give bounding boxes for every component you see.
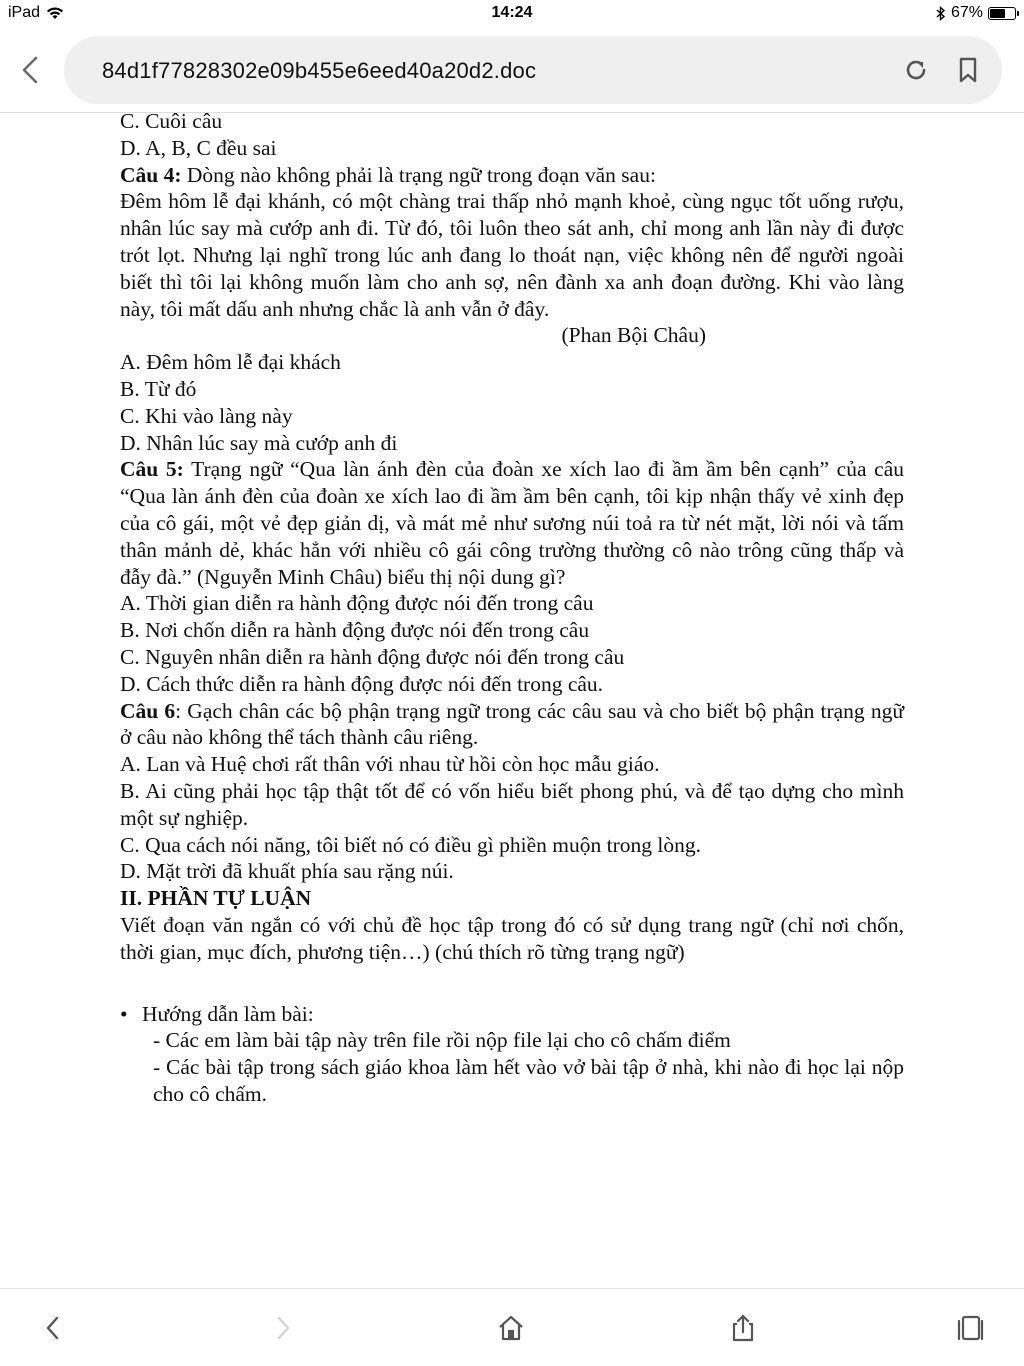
answer-option: B. Nơi chốn diễn ra hành động được nói đến trong câu [120,618,590,643]
question-6 [120,698,904,752]
back-nav-button[interactable] [38,1313,68,1343]
question-label: Câu 6 [120,698,176,723]
answer-option: C. Qua cách nói năng, tôi biết nó có điều gì phiền muộn trong lòng. [120,832,701,857]
battery-percent: 67% [950,4,983,21]
chevron-left-icon [14,52,50,88]
answer-option: C. Nguyên nhân diễn ra hành động được nói đến trong câu [120,644,625,669]
answer-option: A. Thời gian diễn ra hành động được nói đến trong câu [120,591,594,616]
back-button[interactable] [14,52,50,88]
tabs-icon [955,1313,985,1343]
bookmark-icon [954,56,982,84]
bullet-icon: • [120,1001,128,1026]
bottom-toolbar [0,1288,1024,1366]
answer-option: A. Lan và Huệ chơi rất thân với nhau từ hồi còn học mẫu giáo. [120,752,660,777]
forward-nav-button[interactable] [268,1313,298,1343]
chevron-right-icon [268,1313,298,1343]
guide-title-line [120,1001,904,1028]
answer-option: B. Ai cũng phải học tập thật tốt để có vốn hiểu biết phong phú, và để tạo dựng cho mình một sự nghiệp. [120,778,904,830]
status-bar [0,0,1024,30]
question-text: : Gạch chân các bộ phận trạng ngữ trong các câu sau và cho biết bộ phận trạng ngữ ở câu nào không thể tách thành câu riêng. [120,698,905,750]
guide-section [120,1001,904,1108]
answer-option: A. Đêm hôm lễ đại khách [120,350,341,375]
chevron-left-icon [38,1313,68,1343]
battery-icon [988,7,1016,20]
question-label: Câu 4: [120,162,182,187]
passage-credit: (Phan Bội Châu) [561,323,706,348]
tabs-button[interactable] [955,1313,985,1343]
device-label: iPad [8,4,41,21]
guide-item: - Các em làm bài tập này trên file rồi nộp file lại cho cô chấm điểm [153,1028,731,1053]
share-icon [728,1313,758,1343]
question-5 [120,456,904,590]
share-button[interactable] [728,1313,758,1343]
section-heading [120,885,904,912]
question-4 [120,162,904,189]
browser-navbar [0,30,1024,113]
battery-fill [990,9,1005,18]
document-content [120,108,904,1108]
answer-option: D. Mặt trời đã khuất phía sau rặng núi. [120,859,454,884]
question-text: Dòng nào không phải là trạng ngữ trong đoạn văn sau: [181,162,656,187]
question-label: Câu 5: [120,457,184,482]
reload-button[interactable] [902,56,930,84]
address-bar[interactable] [64,36,1002,104]
answer-option: C. Khi vào làng này [120,403,293,428]
bookmark-button[interactable] [954,56,982,84]
essay-prompt: Viết đoạn văn ngắn có với chủ đề học tập trong đó có sử dụng trang ngữ (chỉ nơi chốn, thời gian, mục đích, phương tiện…) (chú thích rõ từng trạng ngữ) [120,912,904,964]
option-line: C. Cuôi câu [120,109,223,133]
section-heading-text: II. PHẦN TỰ LUẬN [120,886,312,911]
answer-option: D. Cách thức diễn ra hành động được nói đến trong câu. [120,671,604,696]
clock: 14:24 [491,4,533,21]
guide-item: - Các bài tập trong sách giáo khoa làm hết vào vở bài tập ở nhà, khi nào đi học lại nộp cho cô chấm. [153,1055,904,1106]
answer-option: B. Từ đó [120,376,197,401]
url-text: 84d1f77828302e09b455e6eed40a20d2.doc [102,58,537,83]
question-text: Trạng ngữ “Qua làn ánh đèn của đoàn xe xích lao đi ầm ầm bên cạnh” của câu “Qua làn ánh đèn của đoàn xe xích lao đi ầm ầm bên cạnh, tôi kịp nhận thấy vẻ xinh đẹp của cô gái, một vẻ đẹp giản dị, và mát mẻ như sương núi toả ra từ nét mặt, lời nói và tấm thân mảnh dẻ, khác hẳn với nhiều cô gái công trường thường cô nào trông cũng thấp và đẫy đà.” (Nguyễn Minh Châu) biểu thị nội dung gì? [120,457,904,589]
guide-title: Hướng dẫn làm bài: [142,1001,314,1026]
bluetooth-icon [936,6,946,21]
wifi-icon [46,6,64,20]
answer-option: D. Nhân lúc say mà cướp anh đi [120,430,398,455]
reload-icon [902,56,930,84]
home-icon [496,1313,526,1343]
option-line: D. A, B, C đều sai [120,135,277,160]
passage-text: Đêm hôm lễ đại khánh, có một chàng trai thấp nhỏ mạnh khoẻ, cùng ngục tốt uống rượu, nhân lúc say mà cướp anh đi. Từ đó, tôi luôn theo sát anh, chỉ mong anh lần này đi được trót lọt. Nhưng lại nghĩ trong lúc anh đang lo thoát nạn, việc không nên để người ngoài biết thì tôi lại không muốn làm cho anh sợ, nên đành xa anh đoạn đường. Khi vào làng này, tôi mất dấu anh nhưng chắc là anh vẫn ở đây. [120,189,904,321]
home-button[interactable] [496,1313,526,1343]
